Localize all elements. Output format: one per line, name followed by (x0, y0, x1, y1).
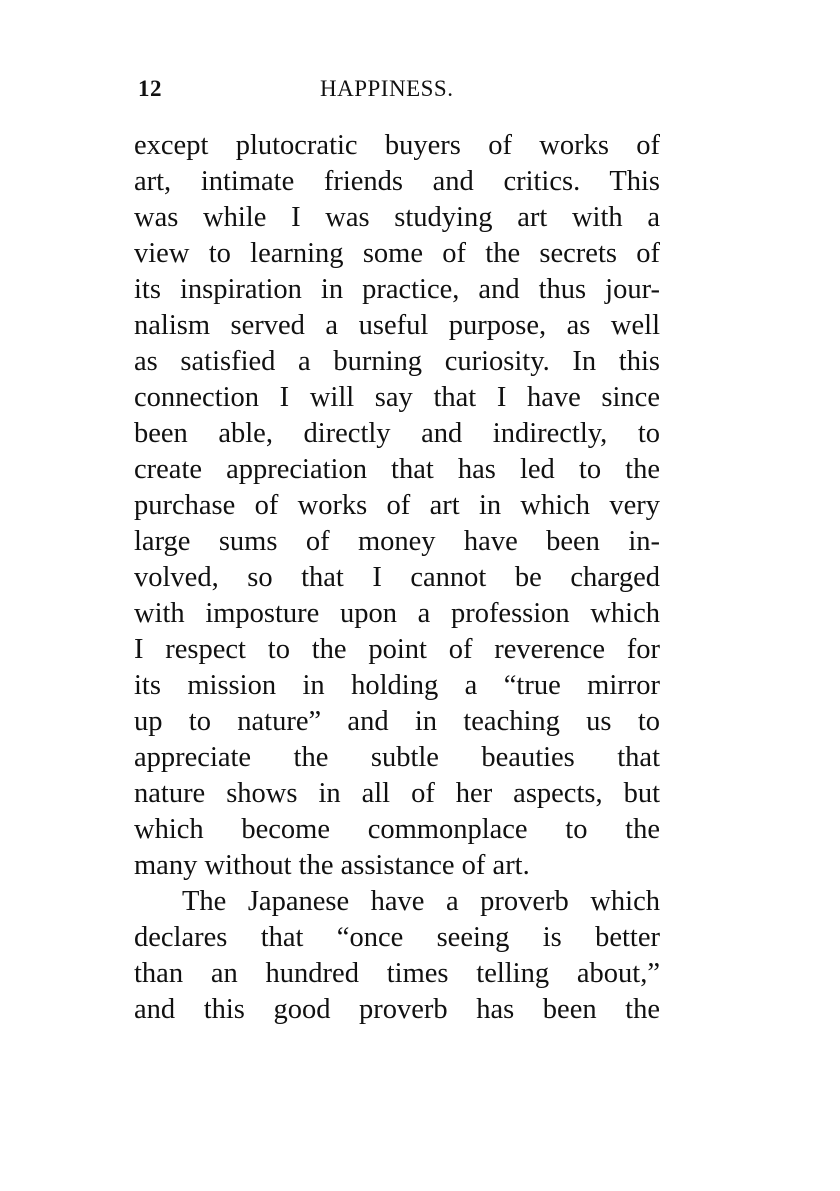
text-line: art, intimate friends and critics. This (134, 166, 660, 197)
text-line: appreciate the subtle beauties that (134, 742, 660, 773)
text-line: purchase of works of art in which very (134, 490, 660, 521)
text-line: which become commonplace to the (134, 814, 660, 845)
text-line: connection I will say that I have since (134, 382, 660, 413)
text-line: many without the assistance of art. (134, 850, 530, 881)
text-line: declares that “once seeing is better (134, 922, 660, 953)
text-line: as satisfied a burning curiosity. In this (134, 346, 660, 377)
text-line: The Japanese have a proverb which (182, 886, 660, 917)
text-line: its inspiration in practice, and thus jour- (134, 274, 660, 305)
text-line: volved, so that I cannot be charged (134, 562, 660, 593)
text-line: than an hundred times telling about,” (134, 958, 660, 989)
page-number: 12 (138, 76, 162, 101)
text-line: except plutocratic buyers of works of (134, 130, 660, 161)
text-line: large sums of money have been in- (134, 526, 660, 557)
text-line: view to learning some of the secrets of (134, 238, 660, 269)
text-line: nature shows in all of her aspects, but (134, 778, 660, 809)
text-line: was while I was studying art with a (134, 202, 660, 233)
page-header (136, 74, 660, 106)
text-line: with imposture upon a profession which (134, 598, 660, 629)
body-text (134, 128, 660, 1028)
running-head: HAPPINESS. (320, 76, 454, 101)
text-line: I respect to the point of reverence for (134, 634, 660, 665)
text-line: create appreciation that has led to the (134, 454, 660, 485)
text-line: and this good proverb has been the (134, 994, 660, 1025)
text-line: been able, directly and indirectly, to (134, 418, 660, 449)
text-line: up to nature” and in teaching us to (134, 706, 660, 737)
text-line: its mission in holding a “true mirror (134, 670, 660, 701)
text-line: nalism served a useful purpose, as well (134, 310, 660, 341)
